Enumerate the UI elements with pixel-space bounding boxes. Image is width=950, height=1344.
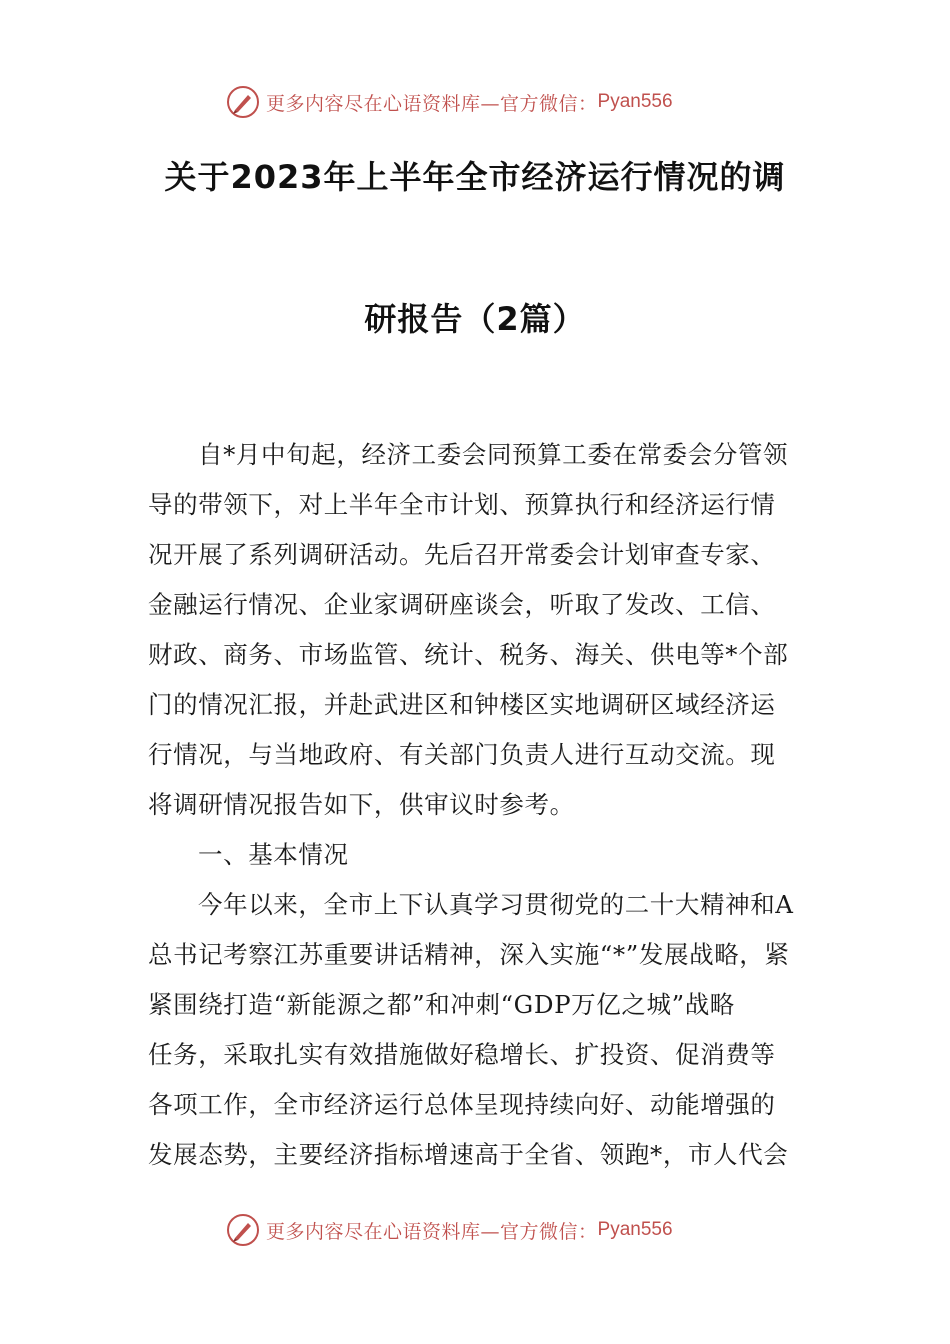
document-title-line-1: 关于2023年上半年全市经济运行情况的调 (164, 158, 786, 196)
body-line: 行情况，与当地政府、有关部门负责人进行互动交流。现 (148, 740, 776, 769)
document-body (148, 436, 808, 1186)
body-line: 紧围绕打造“新能源之都”和冲刺“GDP万亿之城”战略 (148, 990, 735, 1019)
body-line: 任务，采取扎实有效措施做好稳增长、扩投资、促消费等 (148, 1040, 776, 1069)
document-title-line-2: 研报告（2篇） (364, 300, 586, 338)
body-line: 今年以来，全市上下认真学习贯彻党的二十大精神和A (198, 890, 794, 919)
body-line: 导的带领下，对上半年全市计划、预算执行和经济运行情 (148, 490, 776, 519)
pen-logo-icon (226, 1213, 260, 1247)
header-banner (226, 84, 746, 120)
body-line: 将调研情况报告如下，供审议时参考。 (148, 790, 575, 819)
footer-banner (226, 1212, 746, 1248)
body-line: 总书记考察江苏重要讲话精神，深入实施“*”发展战略，紧 (148, 940, 790, 969)
body-line: 发展态势，主要经济指标增速高于全省、领跑*，市人代会 (148, 1140, 789, 1169)
body-line: 财政、商务、市场监管、统计、税务、海关、供电等*个部 (148, 640, 789, 669)
banner-wechat-id: Pyan556 (597, 1219, 673, 1240)
body-line: 各项工作，全市经济运行总体呈现持续向好、动能增强的 (148, 1090, 776, 1119)
banner-text: 更多内容尽在心语资料库—官方微信： (266, 1220, 598, 1243)
pen-logo-icon (226, 85, 260, 119)
section-heading: 一、基本情况 (198, 840, 349, 869)
banner-text: 更多内容尽在心语资料库—官方微信： (266, 92, 598, 115)
body-line: 金融运行情况、企业家调研座谈会，听取了发改、工信、 (148, 590, 776, 619)
body-line: 自*月中旬起，经济工委会同预算工委在常委会分管领 (198, 440, 789, 469)
banner-wechat-id: Pyan556 (597, 91, 673, 112)
body-line: 门的情况汇报，并赴武进区和钟楼区实地调研区域经济运 (148, 690, 776, 719)
body-line: 况开展了系列调研活动。先后召开常委会计划审查专家、 (148, 540, 776, 569)
